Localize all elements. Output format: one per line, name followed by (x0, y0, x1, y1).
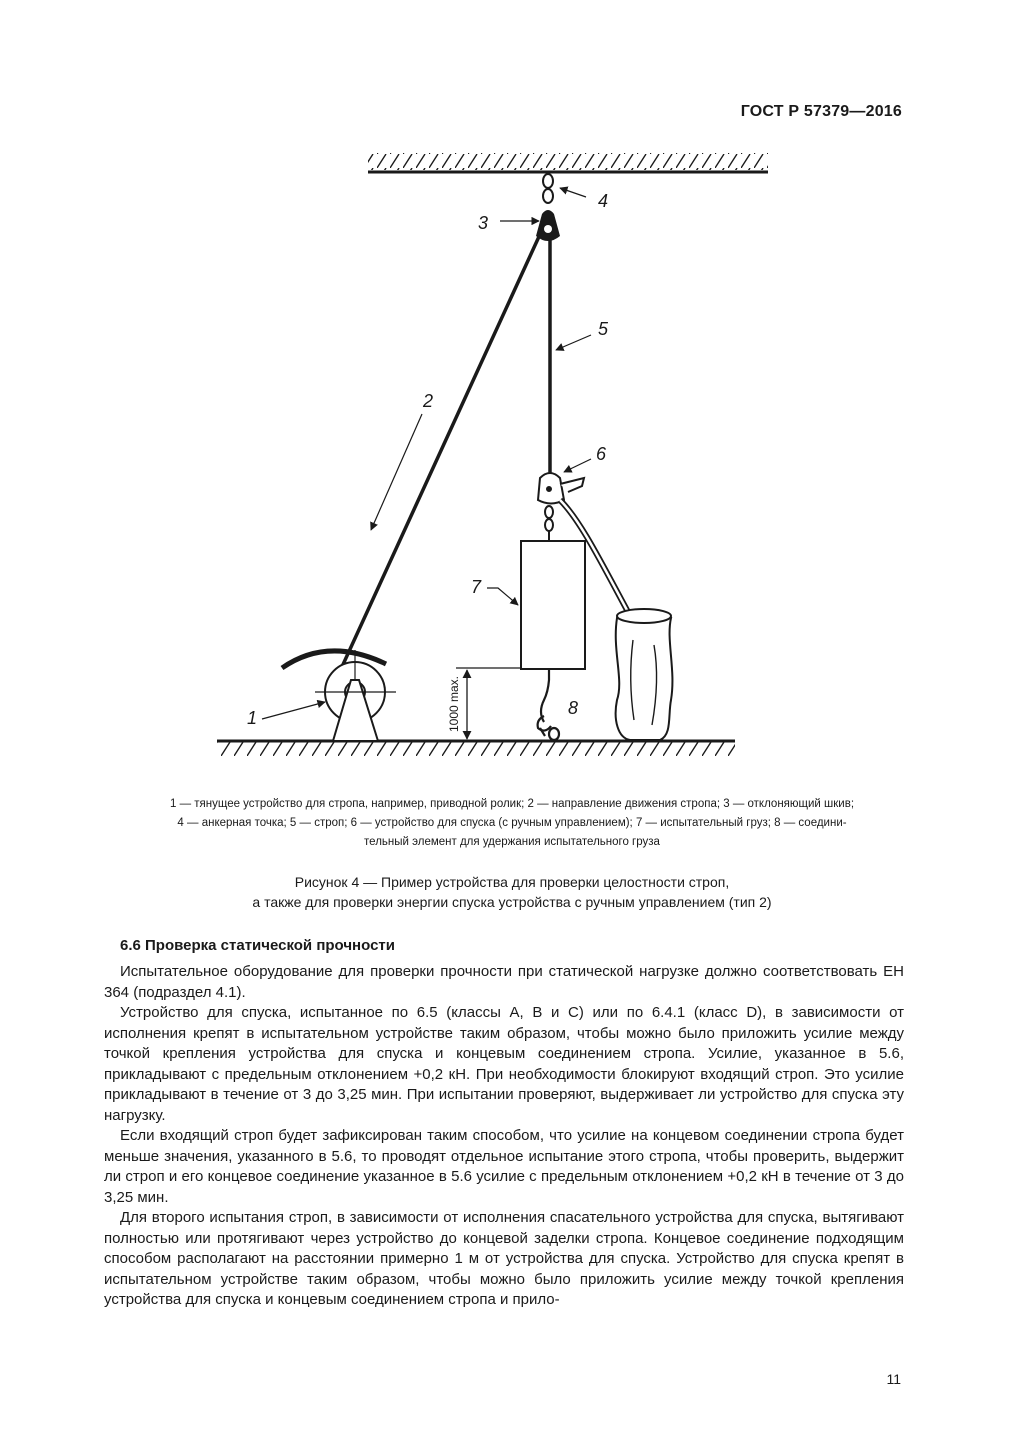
callout-7: 7 (471, 577, 482, 597)
callout-4: 4 (598, 191, 609, 211)
height-dimension (456, 668, 521, 739)
device-weight-link (545, 506, 553, 541)
figure-legend (72, 795, 952, 852)
callout-2: 2 (423, 391, 434, 411)
anchor-point (543, 174, 553, 203)
callout-1: 1 (247, 708, 258, 728)
paragraph: Если входящий строп будет зафиксирован таким способом, что усилие на концевом соединении стропа будет меньше значения, указанного в 5.6, то проводят отдельное испытание этого стропа, чтобы проверить, выдержит ли строп и его концевое соединение указанное в 5.6 усилие с предельным отклонением +0,2 кН в течение от 3 до 3,25 мин. (104, 1127, 904, 1206)
figure-caption (72, 872, 952, 912)
floor (217, 741, 735, 756)
connector-element (538, 669, 559, 740)
caption-line: а также для проверки энергии спуска устройства с ручным управлением (тип 2) (252, 894, 772, 910)
paragraph: Для второго испытания строп, в зависимости от исполнения спасательного устройства для спуска, вытягивают полностью или протягивают через устройство до концевой заделки стропа. Концевое соединение подходящим способом располагают на расстоянии примерно 1 м от устройства для спуска. Устройство для спуска крепят в испытательном устройстве таким образом, чтобы можно было приложить усилие между точкой крепления устройства для спуска и концевым соединением стропа и прило- (104, 1209, 904, 1308)
callout-3: 3 (478, 213, 489, 233)
leader-5 (556, 335, 591, 350)
leader-6 (564, 459, 591, 472)
callout-8: 8 (568, 698, 579, 718)
standard-number: ГОСТ Р 57379—2016 (740, 103, 902, 120)
legend-line: 4 — анкерная точка; 5 — строп; 6 — устройство для спуска (с ручным управлением); 7 — испытательный груз; 8 — соедини- (177, 817, 847, 829)
section-heading: 6.6 Проверка статической прочности (120, 937, 395, 954)
callout-5: 5 (598, 319, 609, 339)
rope-bag (616, 609, 673, 740)
caption-line: Рисунок 4 — Пример устройства для проверки целостности строп, (294, 874, 730, 890)
section-body (104, 962, 904, 1311)
leader-4 (560, 188, 586, 197)
rope-to-drive (335, 230, 542, 682)
legend-line: тельный элемент для удержания испытательного груза (364, 836, 660, 848)
leader-1 (262, 702, 325, 719)
test-weight (521, 541, 585, 669)
dimension-label: 1000 max. (447, 675, 461, 733)
callout-6: 6 (596, 444, 607, 464)
rope-drive-unit (282, 650, 396, 741)
page-number: 11 (886, 1371, 901, 1387)
leader-7 (487, 588, 518, 605)
legend-line: 1 — тянущее устройство для стропа, например, приводной ролик; 2 — направление движения стропа; 3 — отклоняющий шкив; (169, 798, 855, 810)
ceiling (368, 153, 768, 172)
descent-device (538, 473, 584, 504)
paragraph: Устройство для спуска, испытанное по 6.5 (классы А, В и С) или по 6.4.1 (класс D), в зависимости от исполнения крепят в испытательном устройстве таким образом, чтобы можно было приложить усилие между точкой крепления устройства для спуска и концевым соединением стропа. Усилие, указанное в 5.6, прикладывают с предельным отклонением +0,2 кН. При необходимости блокируют входящий строп. Это усилие прикладывают в течение от 3 до 3,25 мин. При испытании проверяют, выдерживает ли устройство для спуска эту нагрузку. (104, 1004, 904, 1124)
paragraph: Испытательное оборудование для проверки прочности при статической нагрузке должно соответствовать ЕН 364 (подраздел 4.1). (104, 963, 904, 1001)
